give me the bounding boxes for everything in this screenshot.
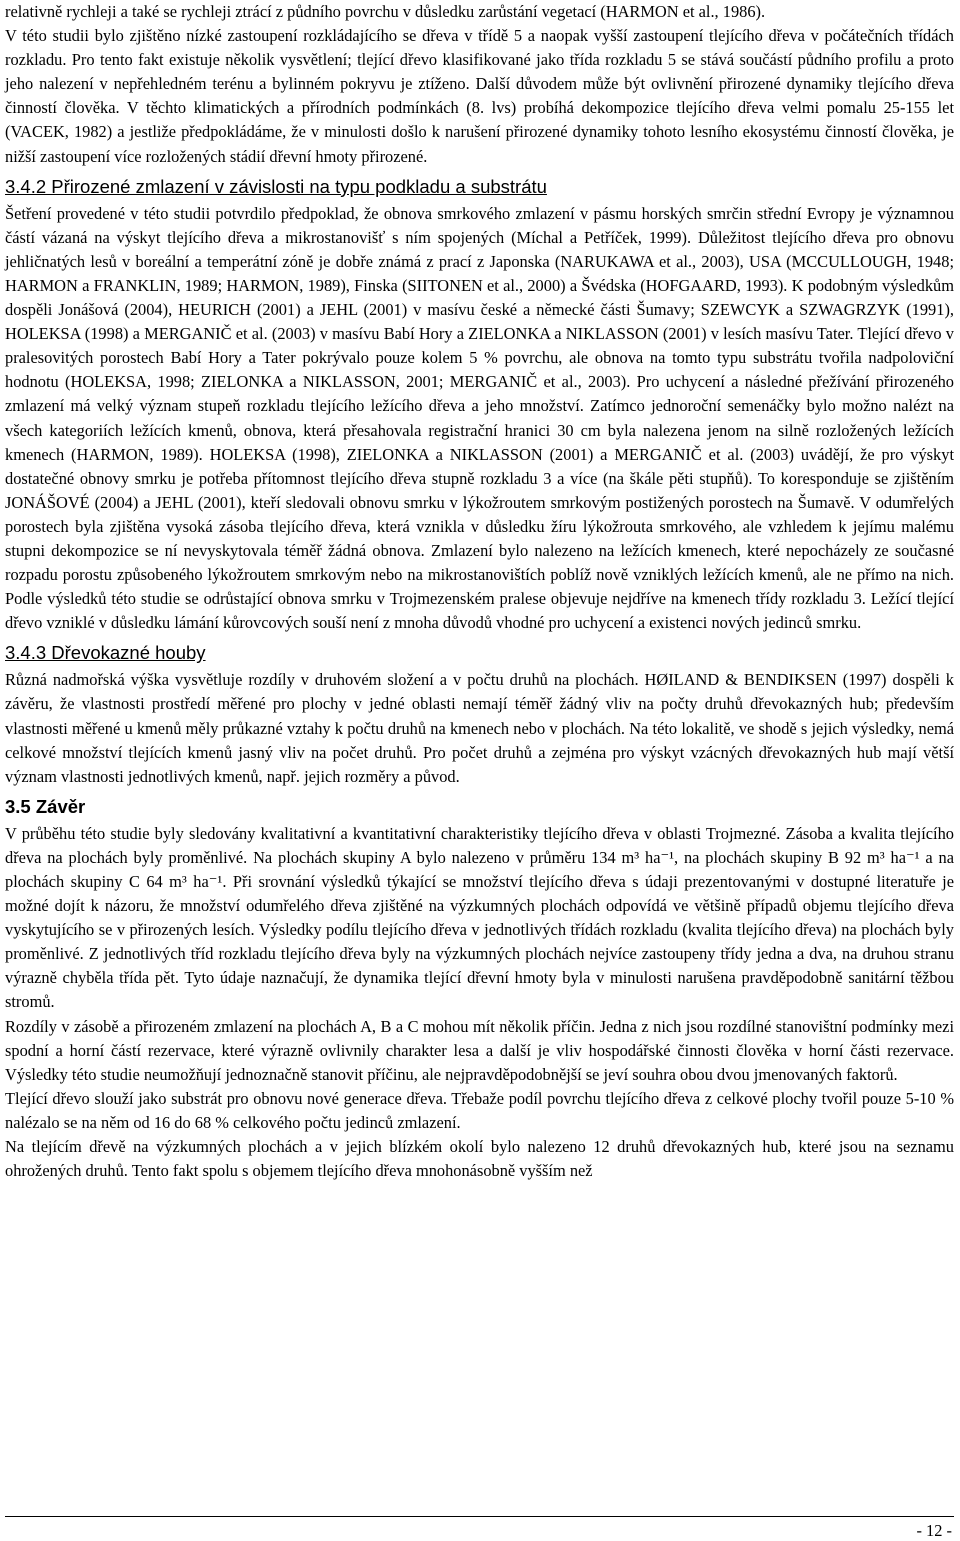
section-heading-3-4-3: [5, 641, 954, 665]
heading-text: 3.5 Závěr: [5, 795, 86, 817]
section-heading-3-4-2: [5, 175, 954, 199]
paragraph-3-5-d: Na tlejícím dřevě na výzkumných plochách a v jejich blízkém okolí bylo nalezeno 12 druhů dřevokazných hub, které jsou na seznamu ohrožených druhů. Tento fakt spolu s objemem tlejícího dřeva mnohonásobně vyšším než: [5, 1137, 954, 1181]
paragraph-3-4-3: Různá nadmořská výška vysvětluje rozdíly v druhovém složení a v počtu druhů na plochách. HØILAND & BENDIKSEN (1997) dospěli k závěru, že vlastnosti prostředí měřené pro plochy v jedné oblasti nemají téměř žádný vliv na počty druhů dřevokazných hub; především vlastnosti měřené u kmenů měly průkazné vztahy k počtu druhů na kmenech nebo v plochách. Na této lokalitě, ve shodě s jejich výsledky, nemá celkové množství tlejících kmenů jasný vliv na počet druhů. Pro počet druhů a zejména pro výskyt vzácných dřevokazných hub mají větší význam vlastnosti jednotlivých kmenů, např. jejich rozměry a původ.: [5, 670, 954, 786]
page-number: - 12 -: [916, 1521, 952, 1540]
footer-divider: [5, 1516, 954, 1517]
section-heading-3-5: [5, 795, 954, 819]
paragraph-3-5-a: V průběhu této studie byly sledovány kvalitativní a kvantitativní charakteristiky tlejícího dřeva v oblasti Trojmezné. Zásoba a kvalita tlejícího dřeva na plochách byly proměnlivé. Na plochách skupiny A bylo nalezeno v průměru 134 m³ ha⁻¹, na plochách skupiny B 92 m³ ha⁻¹ a na plochách skupiny C 64 m³ ha⁻¹. Při srovnání výsledků týkající se množství tlejícího dřeva s údaji prezentovanými v dostupné literatuře je možné dojít k názoru, že množství odumřelého dřeva zjištěné na výzkumných plochách odpovídá ve většině případů objemu tlejícího dřeva vyskytujícího se v přirozených lesích. Výsledky podílu tlejícího dřeva v jednotlivých třídách rozkladu (kvalita tlejícího dřeva) na plochách byly proměnlivé. Z jednotlivých tříd rozkladu tlejícího dřeva byly na výzkumných plochách nejvíce zastoupeny třídy jedna a dva, na druhou stranu výrazně chyběla třída pět. Tyto údaje naznačují, že dynamika tlející dřevní hmoty byla v minulosti narušena pravděpodobně sanitární těžbou stromů.: [5, 823, 954, 1012]
document-page: [5, 0, 954, 1183]
paragraph-intro: relativně rychleji a také se rychleji ztrácí z půdního povrchu v důsledku zarůstání vegetací (HARMON et al., 1986).: [5, 2, 766, 21]
heading-text: 3.4.3 Dřevokazné houby: [5, 642, 206, 664]
paragraph-study: V této studii bylo zjištěno nízké zastoupení rozkládajícího se dřeva v třídě 5 a naopak vyšší zastoupení tlejícího dřeva v počátečních třídách rozkladu. Pro tento fakt existuje několik vysvětlení; tlející dřevo klasifikované jako třída rozkladu 5 se stává součástí půdního profilu a proto jeho nalezení v nepřehledném terénu a bylinném pokryvu je ztíženo. Další důvodem může být ovlivnění přirozené dynamiky tlejícího dřeva činností člověka. V těchto klimatických a přírodních podmínkách (8. lvs) probíhá dekompozice tlejícího dřeva velmi pomalu 25-155 let (VACEK, 1982) a jestliže předpokládáme, že v minulosti došlo k narušení přirozené dynamiky tohoto lesního ekosystému činností člověka, je nižší zastoupení více rozložených stádií dřevní hmoty přirozené.: [5, 26, 954, 166]
paragraph-3-5-c: Tlející dřevo slouží jako substrát pro obnovu nové generace dřeva. Třebaže podíl povrchu tlejícího dřeva z celkové plochy tvořil pouze 5-10 % nalézalo se na něm od 16 do 68 % celkového počtu jedinců zmlazení.: [5, 1088, 954, 1132]
paragraph-3-5-b: Rozdíly v zásobě a přirozeném zmlazení na plochách A, B a C mohou mít několik příčin. Jedna z nich jsou rozdílné stanovištní podmínky mezi spodní a horní částí rezervace, které výrazně ovlivnily charakter lesa a další je vliv hospodářské činnosti člověka v horní části rezervace. Výsledky této studie neumožňují jednoznačně stanovit příčinu, ale nejpravděpodobnější se jeví souhra obou dvou jmenovaných faktorů.: [5, 1016, 954, 1084]
paragraph-3-4-2: Šetření provedené v této studii potvrdilo předpoklad, že obnova smrkového zmlazení v pásmu horských smrčin střední Evropy je významnou částí vázaná na výskyt tlejícího dřeva a mikrostanovišť s ním spojených (Míchal a Petříček, 1999). Důležitost tlejícího dřeva pro obnovu jehličnatých lesů v boreální a temperátní zóně je dobře známá z prací z Japonska (NARUKAWA et al., 2003), USA (MCCULLOUGH, 1948; HARMON a FRANKLIN, 1989; HARMON, 1989), Finska (SIITONEN et al., 2000) a Švédska (HOFGAARD, 1993). K podobným výsledkům dospěli Jonášová (2004), HEURICH (2001) a JEHL (2001) v masívu české a německé části Šumavy; SZEWCYK a SZWAGRZYK (1991), HOLEKSA (1998) a MERGANIČ et al. (2003) v masívu Babí Hory a ZIELONKA a NIKLASSON (2001) v lesích masívu Tater. Tlející dřevo v pralesovitých porostech Babí Hory a Tater pokrývalo pouze kolem 5 % povrchu, ale obnova na tomto typu substrátu tvořila nadpoloviční hodnotu (HOLEKSA, 1998; ZIELONKA a NIKLASSON, 2001; MERGANIČ et al., 2003). Pro uchycení a následné přežívání přirozeného zmlazení má velký význam stupeň rozkladu tlejícího ležícího dřeva a jeho množství. Zatímco jednoroční semenáčky bylo možno nalézt na všech kategoriích ležících kmenů, obnova, která přesahovala registrační hranici 30 cm byla nalezena jenom na silně rozložených ležících kmenech (HARMON, 1989). HOLEKSA (1998), ZIELONKA a NIKLASSON (2001) a MERGANIČ et al. (2003) uvádějí, že pro výskyt dostatečné obnovy smrku je potřeba přítomnost tlejícího dřeva stupně rozkladu 3 a více (na škále pěti stupňů). To koresponduje se zjištěním JONÁŠOVÉ (2004) a JEHL (2001), kteří sledovali obnovu smrku v lýkožroutem smrkovým postižených porostech na Šumavě. V odumřelých porostech byla zjištěna vysoká zásoba tlejícího dřeva, která vznikla v důsledku žíru lýkožrouta smrkového, ale vzhledem k jejímu malému stupni dekompozice se ní nevyskytovala téměř žádná obnova. Zmlazení bylo nalezeno na ležících kmenech, které nepocházely ze současné rozpadu porostu způsobeného lýkožroutem smrkovým nebo na mikrostanovištích poblíž nově vzniklých ležících kmenů, ale ne přímo na nich. Podle výsledků této studie se odrůstající obnova smrku v Trojmezenském pralese objevuje nejdříve na kmenech třídy rozkladu 3. Ležící tlející dřevo vzniklé v důsledku lámání kůrovcových souší není z mnoha důvodů vhodné pro uchycení a existenci nových jedinců smrku.: [5, 203, 954, 633]
heading-text: 3.4.2 Přirozené zmlazení v závislosti na typu podkladu a substrátu: [5, 175, 547, 197]
